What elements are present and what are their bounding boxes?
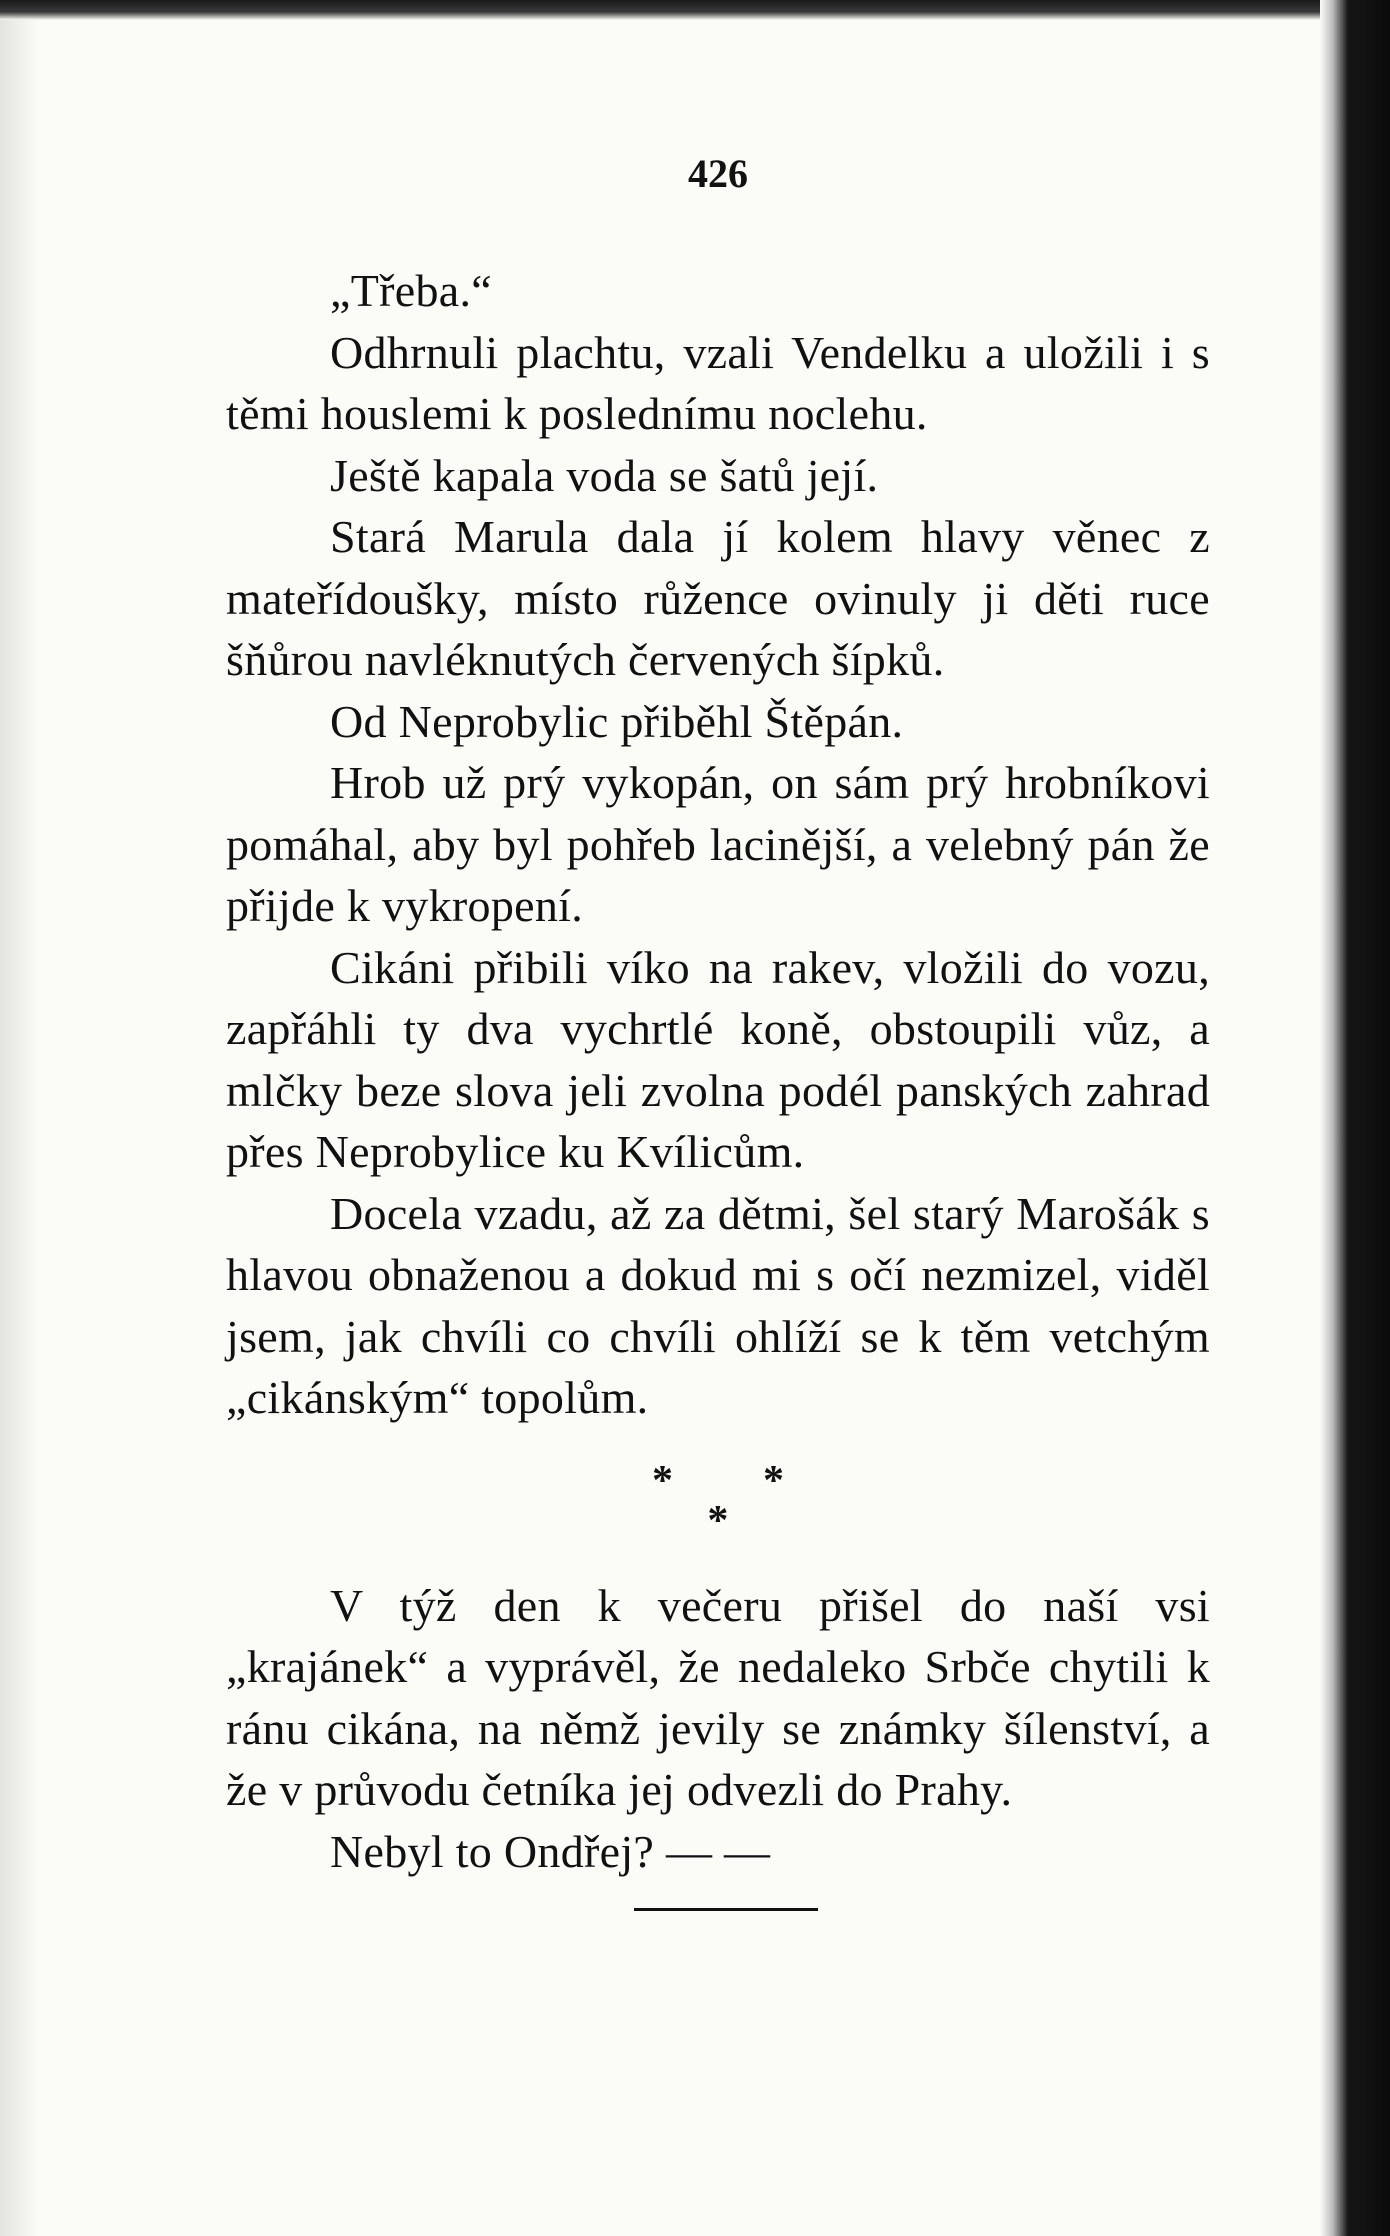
body-text — [226, 260, 1210, 1922]
top-scan-border — [0, 0, 1390, 20]
paragraph-3: Ještě kapala voda se šatů její. — [330, 449, 879, 501]
left-page-shadow — [0, 0, 40, 2236]
paragraph-8: Docela vzadu, až za dětmi, šel starý Marošák s hlavou obnaženou a dokud mi s očí nezmizel, viděl jsem, jak chvíli co chvíli ohlíží se k těm vetchým „cikánským“ topolům. — [226, 1187, 1210, 1423]
right-scan-border — [1320, 0, 1390, 2236]
paragraph-6: Hrob už prý vykopán, on sám prý hrobníkovi pomáhal, aby byl pohřeb lacinější, a velebný pán že přijde k vykropení. — [226, 757, 1210, 931]
paragraph-7: Cikáni přibili víko na rakev, vložili do vozu, zapřáhli ty dva vychrtlé koně, obstoupili vůz, a mlčky beze slova jeli zvolna podél panských zahrad přes Neprobylice ku Kvílicům. — [226, 941, 1210, 1177]
end-rule-container — [226, 1882, 1210, 1922]
paragraph-5: Od Neprobylic přiběhl Štěpán. — [330, 695, 904, 747]
section-separator — [226, 1457, 1210, 1544]
end-rule — [634, 1908, 818, 1911]
paragraph-2: Odhrnuli plachtu, vzali Vendelku a uložili i s těmi houslemi k poslednímu noclehu. — [226, 326, 1210, 439]
paragraph-10: Nebyl to Ondřej? — — — [330, 1825, 771, 1877]
paragraph-1: „Třeba.“ — [330, 265, 492, 316]
separator-asterisk-bottom: * — [707, 1497, 729, 1544]
page-number: 426 — [688, 151, 748, 196]
paragraph-4: Stará Marula dala jí kolem hlavy věnec z mateřídoušky, místo růžence ovinuly ji děti ruce šňůrou navléknutých červených šípků. — [226, 511, 1210, 685]
separator-asterisks-top: ** — [652, 1457, 874, 1504]
paragraph-9: V týž den k večeru přišel do naší vsi „krajánek“ a vyprávěl, že nedaleko Srbče chytili k ránu cikána, na němž jevily se známky šílenství, a že v průvodu četníka jej odvezli do Prahy. — [226, 1579, 1210, 1815]
